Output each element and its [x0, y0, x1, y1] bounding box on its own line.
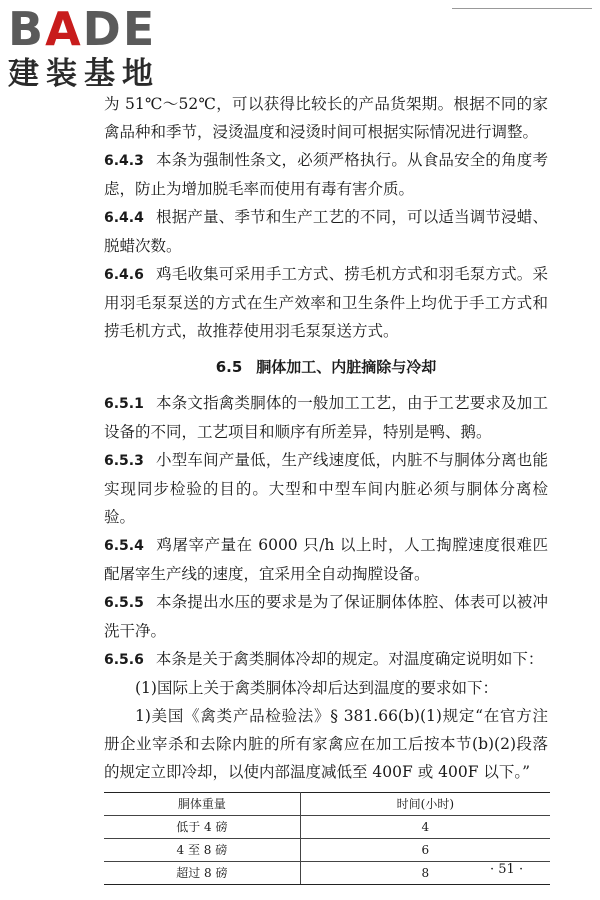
table-row [104, 839, 550, 862]
table-header-row [104, 793, 550, 816]
header-rule [452, 8, 592, 9]
clause-6-5-5: 6.5.5 本条提出水压的要求是为了保证胴体体腔、体表可以被冲洗干净。 [104, 593, 548, 640]
table-cell: 低于 4 磅 [104, 816, 300, 839]
page-number: · 51 · [490, 862, 524, 877]
table-cell: 4 至 8 磅 [104, 839, 300, 862]
clause-6-4-6: 6.4.6 鸡毛收集可采用手工方式、捞毛机方式和羽毛泵方式。采用羽毛泵泵送的方式在生产效率和卫生条件上均优于手工方式和捞毛机方式，故推荐使用羽毛泵泵送方式。 [104, 265, 548, 340]
table-row [104, 862, 550, 885]
logo-subtitle: 建装基地 [8, 56, 160, 92]
clause-6-5-4: 6.5.4 鸡屠宰产量在 6000 只/h 以上时，人工掏膛速度很难匹配屠宰生产线的速度，宜采用全自动掏膛设备。 [104, 536, 548, 583]
paragraph: 为 51℃～52℃，可以获得比较长的产品货架期。根据不同的家禽品种和季节，浸烫温度和浸烫时间可根据实际情况进行调整。 [104, 95, 548, 141]
table-cell: 4 [300, 816, 550, 839]
chilling-time-table [104, 792, 550, 885]
table-cell: 超过 8 磅 [104, 862, 300, 885]
clause-6-5-1: 6.5.1 本条文指禽类胴体的一般加工工艺，由于工艺要求及加工设备的不同，工艺项目和顺序有所差异，特别是鸭、鹅。 [104, 394, 548, 441]
page-body [104, 90, 548, 885]
clause-6-5-6: 6.5.6 本条是关于禽类胴体冷却的规定。对温度确定说明如下： [104, 650, 544, 668]
table-cell: 8 [300, 862, 550, 885]
column-header-weight: 胴体重量 [104, 793, 300, 816]
sub-item-1: (1)国际上关于禽类胴体冷却后达到温度的要求如下： [135, 679, 498, 697]
table-row [104, 816, 550, 839]
table-cell: 6 [300, 839, 550, 862]
clause-6-4-4: 6.4.4 根据产量、季节和生产工艺的不同，可以适当调节浸蜡、脱蜡次数。 [104, 208, 548, 255]
clause-6-5-3: 6.5.3 小型车间产量低，生产线速度低，内脏不与胴体分离也能实现同步检验的目的。大型和中型车间内脏必须与胴体分离检验。 [104, 451, 548, 526]
sub-item-1-1: 1)美国《禽类产品检验法》§ 381.66(b)(1)规定“在官方注册企业宰杀和去除内脏的所有家禽应在加工后按本节(b)(2)段落的规定立即冷却，以使内部温度减低至 400F 或 400F 以下。” [104, 707, 548, 781]
clause-6-4-3: 6.4.3 本条为强制性条文，必须严格执行。从食品安全的角度考虑，防止为增加脱毛率而使用有毒有害介质。 [104, 151, 548, 198]
column-header-time: 时间(小时) [300, 793, 550, 816]
section-heading: 6.5 胴体加工、内脏摘除与冷却 [215, 358, 437, 376]
bade-logo [8, 4, 178, 92]
logo-wordmark: BADE [8, 2, 157, 56]
